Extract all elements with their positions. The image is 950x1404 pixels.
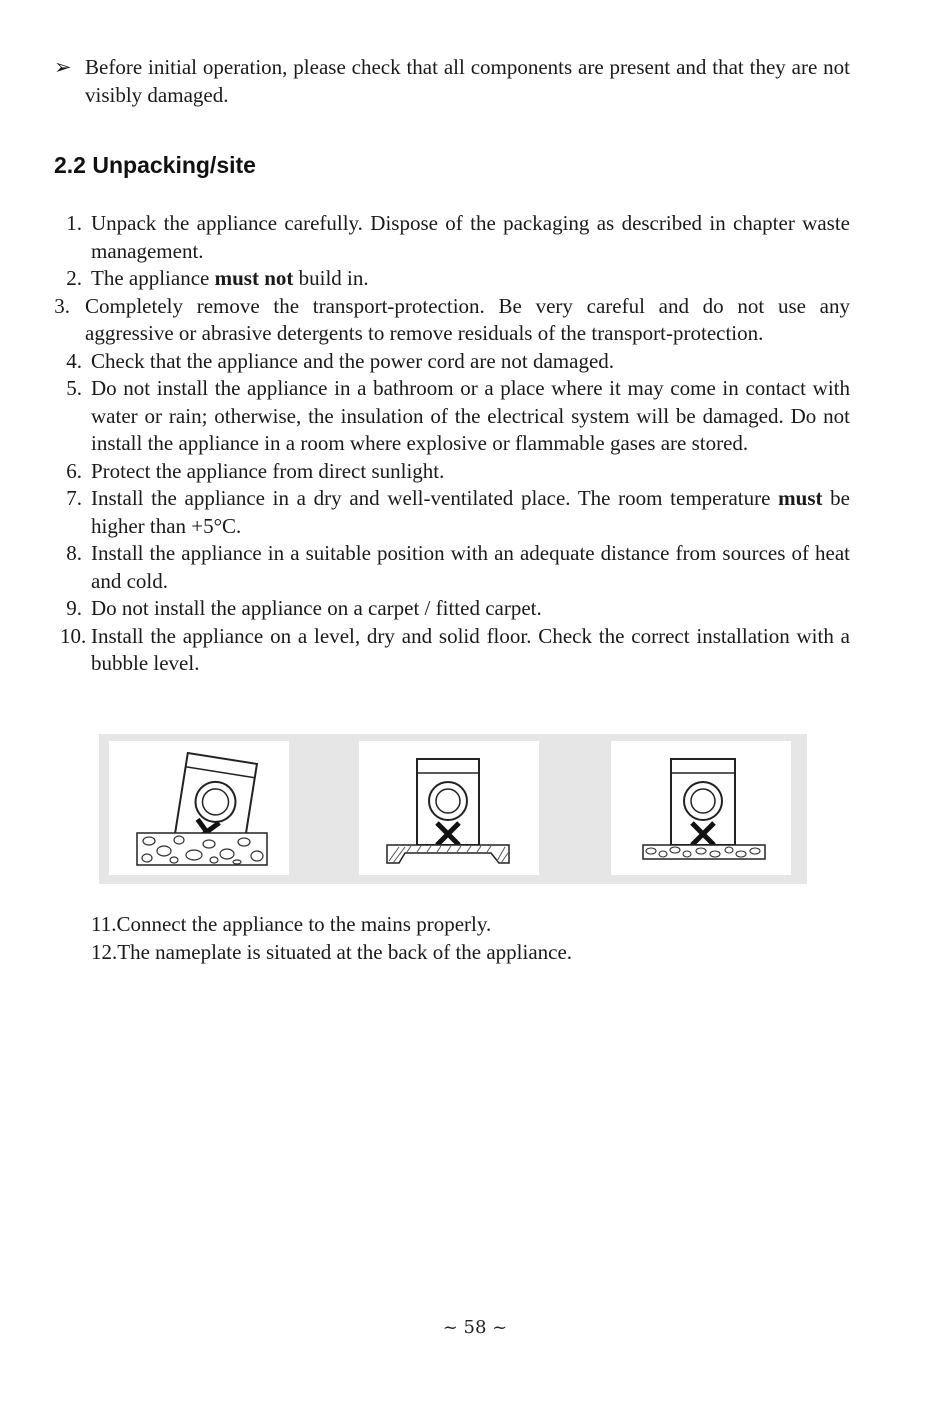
step-text: Connect the appliance to the mains properly. [116,912,492,936]
step-text: The appliance [91,266,215,290]
washer-on-gravel-icon [611,741,791,875]
arrow-bullet-icon: ➢ [54,55,72,79]
list-item [54,595,850,623]
step-text: Install the appliance on a level, dry and solid floor. Check the correct installation with a bubble level. [91,623,850,675]
step-number: 7. [66,486,82,510]
step-emphasis: must [778,486,823,510]
step-number: 3. [54,293,70,318]
washer-tilted-icon [109,741,289,875]
section-heading: 2.2 Unpacking/site [54,152,256,178]
list-item [54,210,850,265]
step-text: Do not install the appliance in a bathroom or a place where it may come in contact with water or rain; otherwise, the insulation of the electrical system will be damaged. Do not install the appliance in a room where explosive or flammable gases are stored. [91,376,850,455]
installation-figure [99,734,807,884]
step-number: 9. [66,596,82,620]
page-number: ~ 58 ~ [442,1317,508,1338]
step-emphasis: must not [214,266,294,290]
step-text: Completely remove the transport-protection. Be very careful and do not use any aggressive or abrasive detergents to remove residuals of the transport-protection. [85,293,850,345]
step-text: be higher than +5°C. [91,486,850,538]
step-number: 10. [60,623,87,648]
list-item [54,375,850,458]
step-number: 5. [66,376,82,400]
list-item [54,911,850,939]
list-item [54,458,850,486]
step-number: 11. [91,912,117,936]
step-text: Install the appliance in a dry and well-ventilated place. The room temperature [91,486,779,510]
step-text: Unpack the appliance carefully. Dispose of the packaging as described in chapter waste management. [91,211,850,263]
list-item [54,293,850,348]
step-number: 1. [66,211,82,235]
step-text: Protect the appliance from direct sunlight. [91,458,445,483]
step-number: 6. [66,458,82,483]
list-item [54,265,850,293]
step-text: Check that the appliance and the power cord are not damaged. [91,348,615,373]
step-number: 4. [66,348,82,373]
unpacking-steps-list-continued [54,911,850,966]
step-number: 2. [66,266,82,290]
figure-panel-gravel [611,741,791,875]
list-item [54,485,850,540]
unpacking-steps-list [54,210,850,678]
list-item [54,939,850,967]
list-item [54,540,850,595]
intro-bullet-text: Before initial operation, please check that all components are present and that they are not visibly damaged. [85,55,850,107]
step-number: 8. [66,541,82,565]
step-number: 12. [91,939,118,964]
step-text: Do not install the appliance on a carpet / fitted carpet. [91,596,542,620]
washer-on-platform-icon [359,741,539,875]
intro-bullet [54,54,850,109]
list-item [54,623,850,678]
list-item [54,348,850,376]
step-text: build in. [293,266,369,290]
figure-panel-platform [359,741,539,875]
figure-panel-tilted [109,741,289,875]
step-text: The nameplate is situated at the back of the appliance. [117,939,573,964]
step-text: Install the appliance in a suitable position with an adequate distance from sources of heat and cold. [91,541,850,593]
